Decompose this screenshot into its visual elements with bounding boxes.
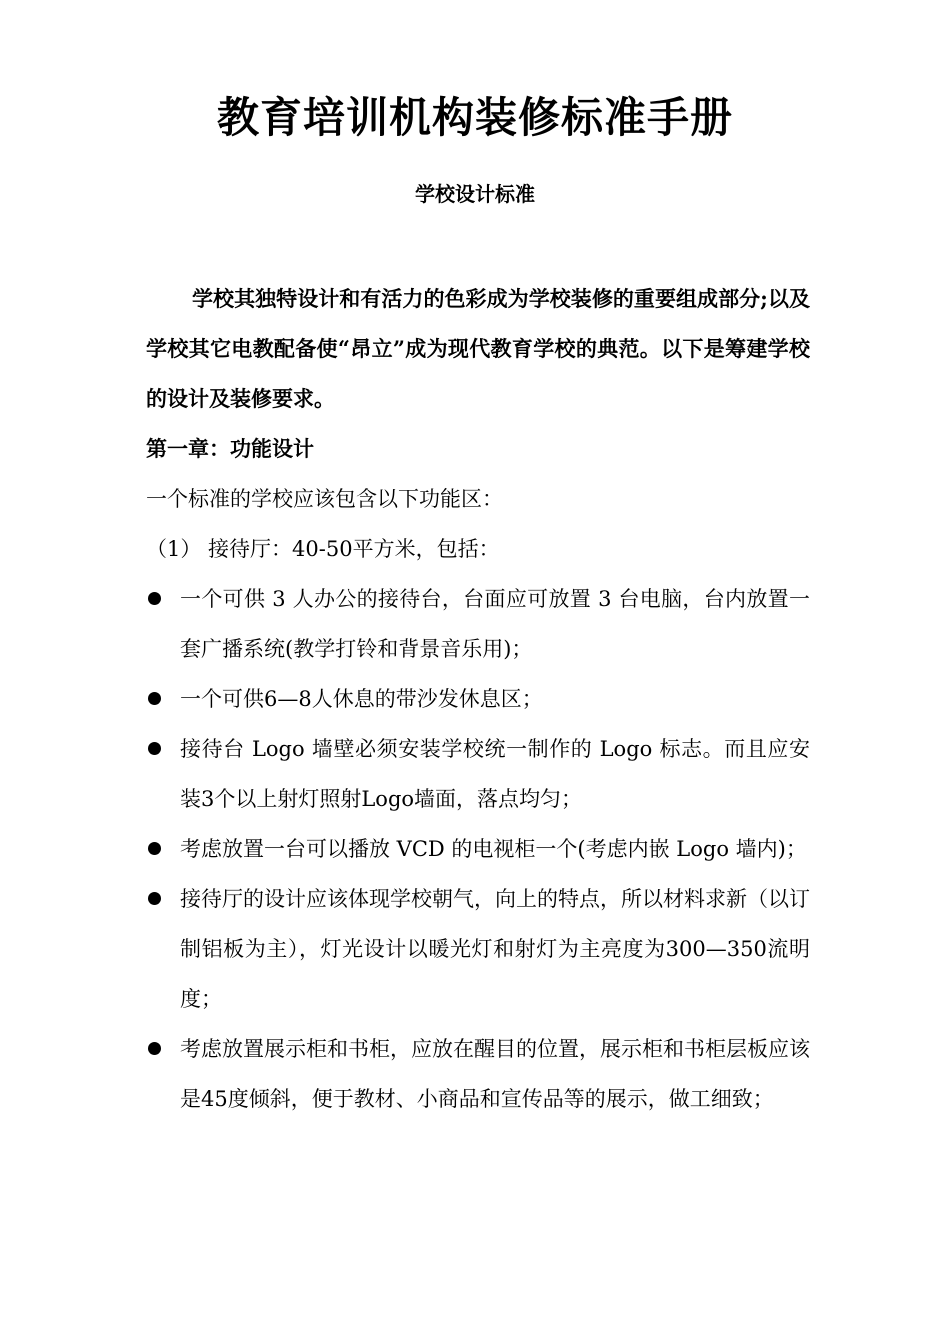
bullet-dot-icon — [148, 1042, 161, 1055]
bullet-dot-icon — [148, 742, 161, 755]
document-subtitle: 学校设计标准 — [415, 182, 535, 206]
lead-text: 一个标准的学校应该包含以下功能区： — [146, 487, 503, 511]
list-item-text: 接待台 Logo 墙壁必须安装学校统一制作的 Logo 标志。而且应安装3个以上射灯照射Logo墙面，落点均匀； — [180, 737, 810, 811]
list-item — [146, 574, 810, 674]
document-body — [146, 274, 810, 1124]
bullet-dot-icon — [148, 892, 161, 905]
list-item-text: 接待厅的设计应该体现学校朝气，向上的特点，所以材料求新（以订制铝板为主），灯光设计以暖光灯和射灯为主亮度为300—350流明度； — [180, 887, 810, 1011]
bullet-dot-icon — [148, 842, 161, 855]
list-item — [146, 724, 810, 824]
list-item-text: 考虑放置展示柜和书柜，应放在醒目的位置，展示柜和书柜层板应该是45度倾斜，便于教材、小商品和宣传品等的展示，做工细致； — [180, 1037, 810, 1111]
intro-paragraph: 学校其独特设计和有活力的色彩成为学校装修的重要组成部分;以及学校其它电教配备使“昂立”成为现代教育学校的典范。以下是筹建学校的设计及装修要求。 — [146, 286, 810, 411]
list-item — [146, 674, 810, 724]
chapter-heading: 第一章：功能设计 — [146, 436, 314, 461]
bullet-dot-icon — [148, 592, 161, 605]
bullet-dot-icon — [148, 692, 161, 705]
list-item-text: 一个可供 3 人办公的接待台，台面应可放置 3 台电脑，台内放置一套广播系统(教学打铃和背景音乐用)； — [180, 587, 810, 661]
requirements-list — [146, 574, 810, 1124]
list-item-text: 考虑放置一台可以播放 VCD 的电视柜一个(考虑内嵌 Logo 墙内)； — [180, 837, 807, 861]
list-item-text: 一个可供6—8人休息的带沙发休息区； — [180, 687, 543, 711]
list-item — [146, 874, 810, 1024]
section-heading: （1） 接待厅：40-50平方米，包括： — [146, 537, 500, 561]
list-item — [146, 824, 810, 874]
list-item — [146, 1024, 810, 1124]
document-title: 教育培训机构装修标准手册 — [216, 93, 733, 142]
